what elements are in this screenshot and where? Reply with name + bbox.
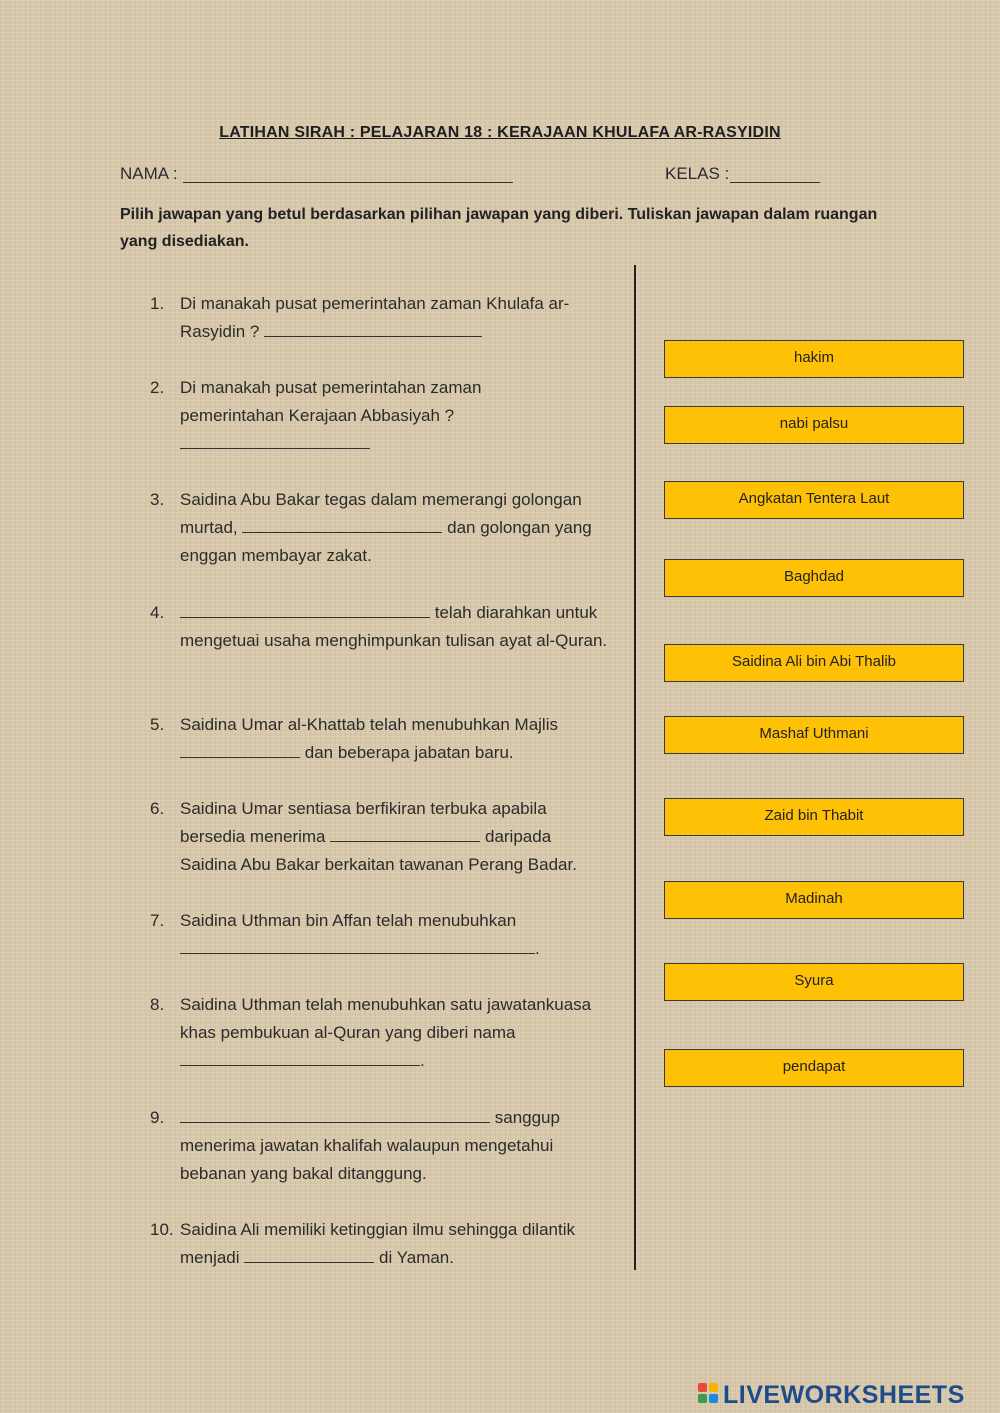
question-text-after: di Yaman. xyxy=(379,1248,454,1267)
answer-choice-syura[interactable]: Syura xyxy=(664,963,964,1001)
answer-blank[interactable] xyxy=(180,935,535,954)
question-number: 8. xyxy=(150,995,165,1014)
question-text-after: sanggup menerima jawatan khalifah walaupun mengetahui bebanan yang bakal ditanggung. xyxy=(180,1108,560,1183)
class-label: KELAS : xyxy=(665,164,730,183)
answer-blank[interactable] xyxy=(180,430,370,449)
answer-choice-baghdad[interactable]: Baghdad xyxy=(664,559,964,597)
brand-name: LIVEWORKSHEETS xyxy=(723,1380,965,1409)
question-text-after: dan golongan yang enggan membayar zakat. xyxy=(180,518,592,565)
answer-choice-mashaf-uthmani[interactable]: Mashaf Uthmani xyxy=(664,716,964,754)
answer-choice-saidina-ali[interactable]: Saidina Ali bin Abi Thalib xyxy=(664,644,964,682)
answer-blank[interactable] xyxy=(180,739,300,758)
answer-choice-angkatan-tentera-laut[interactable]: Angkatan Tentera Laut xyxy=(664,481,964,519)
worksheet-title: LATIHAN SIRAH : PELAJARAN 18 : KERAJAAN KHULAFA AR-RASYIDIN xyxy=(219,124,781,141)
answer-blank[interactable] xyxy=(242,514,442,533)
question-text-after: . xyxy=(535,939,540,958)
name-label: NAMA : xyxy=(120,164,178,183)
question-text: Saidina Ali memiliki ketinggian ilmu sehingga dilantik menjadi xyxy=(180,1220,575,1267)
question-text: Di manakah pusat pemerintahan zaman Khulafa ar-Rasyidin ? xyxy=(180,294,570,341)
question-text: Di manakah pusat pemerintahan zaman pemerintahan Kerajaan Abbasiyah ? xyxy=(180,378,482,425)
question-number: 10. xyxy=(150,1220,174,1239)
liveworksheets-brand[interactable] xyxy=(698,1378,998,1412)
question-number: 7. xyxy=(150,911,165,930)
answer-blank[interactable] xyxy=(264,318,482,337)
question-number: 5. xyxy=(150,715,165,734)
column-divider xyxy=(634,265,636,1270)
question-text: Saidina Umar al-Khattab telah menubuhkan Majlis xyxy=(180,715,558,734)
instruction-text: Pilih jawapan yang betul berdasarkan pilihan jawapan yang diberi. Tuliskan jawapan dalam ruangan yang disediakan. xyxy=(120,206,878,250)
answer-blank[interactable] xyxy=(180,1047,420,1066)
answer-blank[interactable] xyxy=(330,823,480,842)
answer-choice-hakim[interactable]: hakim xyxy=(664,340,964,378)
question-text: Saidina Uthman bin Affan telah menubuhkan xyxy=(180,911,517,930)
question-number: 6. xyxy=(150,799,165,818)
liveworksheets-logo-icon xyxy=(698,1383,720,1407)
question-number: 9. xyxy=(150,1108,165,1127)
answer-blank[interactable] xyxy=(180,1104,490,1123)
answer-choice-pendapat[interactable]: pendapat xyxy=(664,1049,964,1087)
question-text: Saidina Uthman telah menubuhkan satu jawatankuasa khas pembukuan al-Quran yang diberi nama xyxy=(180,995,592,1042)
answer-choice-zaid-bin-thabit[interactable]: Zaid bin Thabit xyxy=(664,798,964,836)
question-text-after: . xyxy=(420,1051,425,1070)
question-text: Saidina Abu Bakar tegas dalam memerangi golongan murtad, xyxy=(180,490,582,537)
answer-choice-madinah[interactable]: Madinah xyxy=(664,881,964,919)
question-number: 1. xyxy=(150,294,165,313)
answer-choice-nabi-palsu[interactable]: nabi palsu xyxy=(664,406,964,444)
question-text-after: daripada Saidina Abu Bakar berkaitan tawanan Perang Badar. xyxy=(180,827,577,874)
question-number: 3. xyxy=(150,490,165,509)
question-number: 2. xyxy=(150,378,165,397)
question-text-after: telah diarahkan untuk mengetuai usaha menghimpunkan tulisan ayat al-Quran. xyxy=(180,603,608,650)
question-text: Saidina Umar sentiasa berfikiran terbuka apabila bersedia menerima xyxy=(180,799,547,846)
answer-blank[interactable] xyxy=(180,599,430,618)
answer-blank[interactable] xyxy=(244,1244,374,1263)
name-line[interactable] xyxy=(183,182,513,183)
class-line[interactable] xyxy=(730,182,820,183)
question-number: 4. xyxy=(150,603,165,622)
question-text-after: dan beberapa jabatan baru. xyxy=(304,743,514,762)
